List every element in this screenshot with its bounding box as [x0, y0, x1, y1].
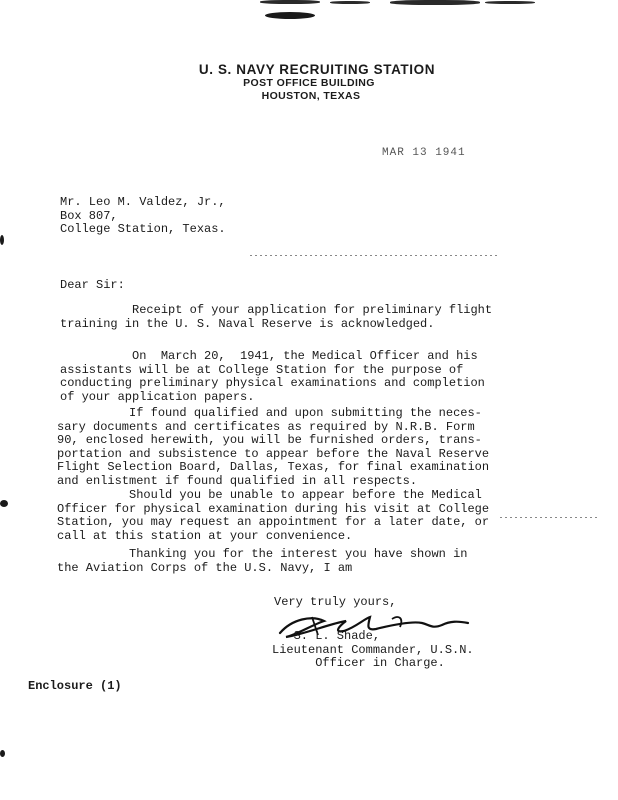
scan-smudge	[0, 235, 4, 245]
salutation: Dear Sir:	[60, 278, 125, 292]
letterhead-city: HOUSTON, TEXAS	[261, 90, 361, 102]
scan-smudge	[0, 750, 5, 757]
recipient-address: Mr. Leo M. Valdez, Jr., Box 807, College Station, Texas.	[60, 195, 226, 237]
date-stamp: MAR 13 1941	[382, 147, 466, 159]
paragraph-2: On March 20, 1941, the Medical Officer and his assistants will be at College Station for the purpose of conducting preliminary physical examinations and completion of your application papers.	[60, 349, 485, 404]
paragraph-3: If found qualified and upon submitting the neces- sary documents and certificates as required by N.R.B. Form 90, enclosed herewith, you will be furnished orders, trans- portation and subsistence to appear before the Naval Reserve Flight Selection Board, Dallas, Texas, for final examination and enlistment if found qualified in all respects.	[57, 406, 490, 488]
letterhead-title: U. S. NAVY RECRUITING STATION	[198, 62, 436, 77]
scan-smudge	[265, 12, 315, 19]
letterhead-building: POST OFFICE BUILDING	[243, 77, 375, 89]
scan-edge-artifact	[240, 0, 540, 10]
enclosure-note: Enclosure (1)	[28, 679, 122, 693]
scan-smudge	[0, 500, 8, 507]
paragraph-4: Should you be unable to appear before the Medical Officer for physical examination during his visit at College Station, you may request an appointment for a later date, or call at this station at your convenience.	[57, 488, 490, 543]
closing: Very truly yours,	[274, 595, 397, 609]
signer-block: S. L. Shade, Lieutenant Commander, U.S.N. Officer in Charge.	[272, 629, 474, 671]
paragraph-1: Receipt of your application for preliminary flight training in the U. S. Naval Reserve is acknowledged.	[60, 303, 493, 331]
scan-dotted-line	[250, 255, 500, 256]
scan-dotted-line	[500, 517, 600, 518]
paragraph-5: Thanking you for the interest you have shown in the Aviation Corps of the U.S. Navy, I am	[57, 547, 468, 575]
